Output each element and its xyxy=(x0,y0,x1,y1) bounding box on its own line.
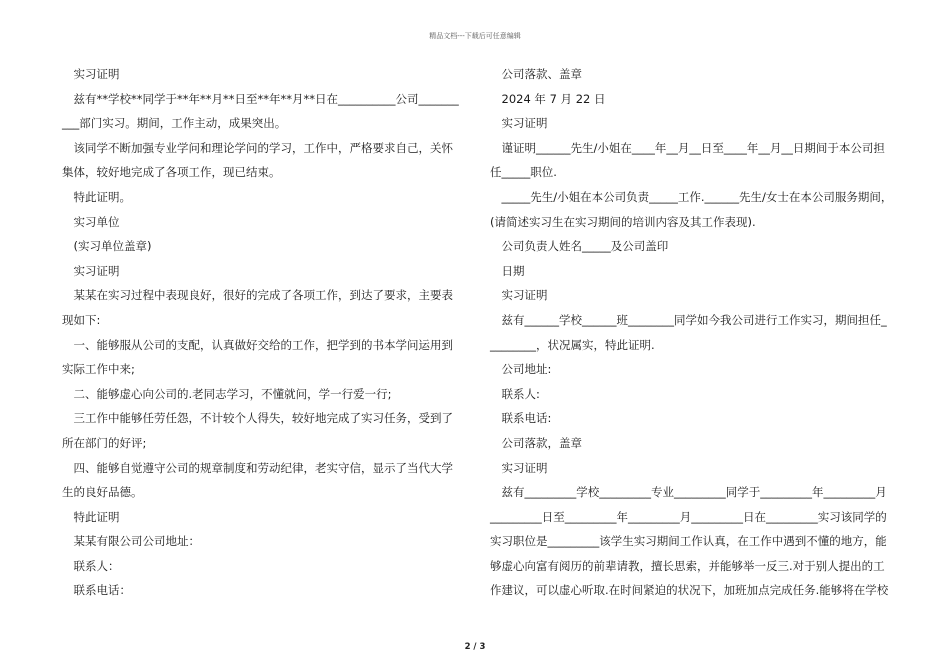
text-line: 公司地址: xyxy=(490,362,552,377)
page-header: 精品文档---下载后可任意编辑 xyxy=(429,32,521,40)
text-line: 联系人: xyxy=(490,386,540,401)
text-line: 兹有**学校**同学于**年**月**日至**年**月**日在__________公司_______ xyxy=(62,91,459,106)
text-line: (实习单位盖章) xyxy=(62,239,152,254)
text-line: 实习证明 xyxy=(490,460,548,475)
text-line: 实习单位 xyxy=(62,214,120,229)
text-line: 特此证明。 xyxy=(62,189,131,204)
text-line: 实习证明 xyxy=(62,263,120,278)
text-line: 够虚心向富有阅历的前辈请教，擅长思索，并能够举一反三.对于别人提出的工 xyxy=(490,558,885,573)
text-line: 某某有限公司公司地址： xyxy=(62,534,200,549)
text-line: 联系电话: xyxy=(490,411,552,426)
text-line: 某某在实习过程中表现良好，很好的完成了各项工作，到达了要求，主要表 xyxy=(62,288,453,303)
text-line: 二、能够虚心向公司的.老同志学习，不懂就问，学一行爱一行; xyxy=(62,386,392,401)
text-line: 作建议，可以虚心听取.在时间紧迫的状况下，加班加点完成任务.能够将在学校 xyxy=(490,583,889,598)
text-line: 所在部门的好评; xyxy=(62,435,147,450)
text-line: 特此证明 xyxy=(62,509,120,524)
text-line: _____先生/小姐在本公司负责_____工作.______先生/女士在本公司服务期间， xyxy=(490,189,893,204)
text-line: _________日至_________年_________月_________日在_________实习该同学的 xyxy=(490,509,887,524)
text-line: ___部门实习。期间，工作主动，成果突出。 xyxy=(62,116,287,131)
text-line: 公司落款、盖章 xyxy=(490,67,582,81)
text-line: 实习证明 xyxy=(62,67,120,81)
text-line: 实际工作中来; xyxy=(62,362,135,377)
text-line: 公司负责人姓名_____及公司盖印 xyxy=(490,239,669,254)
text-line: 兹有______学校______班________同学如今我公司进行工作实习，期间担任_ xyxy=(490,312,887,327)
text-line: 兹有_________学校_________专业_________同学于_________年_________月 xyxy=(490,485,887,500)
text-line: 实习证明 xyxy=(490,288,548,303)
text-line: 谨证明______先生/小姐在____年__月__日至____年__月__日期间于本公司担 xyxy=(490,140,885,155)
text-line: 生的良好品德。 xyxy=(62,485,143,500)
text-line: 任_____职位. xyxy=(490,165,557,180)
text-line: 现如下: xyxy=(62,312,101,327)
text-line: 实习职位是_________该学生实习期间工作认真，在工作中遇到不懂的地方，能 xyxy=(490,534,887,549)
text-line: 联系人： xyxy=(62,558,120,573)
text-line: 日期 xyxy=(490,263,525,278)
text-line: ________，状况属实，特此证明. xyxy=(490,337,655,352)
text-line: 该同学不断加强专业学问和理论学问的学习，工作中，严格要求自己，关怀 xyxy=(62,140,453,155)
left-column xyxy=(62,62,462,603)
text-line: 四、能够自觉遵守公司的规章制度和劳动纪律，老实守信，显示了当代大学 xyxy=(62,460,453,475)
text-line: 联系电话： xyxy=(62,583,131,598)
page-number: 2 / 3 xyxy=(464,642,486,652)
text-line: 实习证明 xyxy=(490,116,548,131)
text-line: 三工作中能够任劳任怨，不计较个人得失，较好地完成了实习任务，受到了 xyxy=(62,411,453,426)
text-line: 集体，较好地完成了各项工作，现已结束。 xyxy=(62,165,281,180)
text-line: 一、能够服从公司的支配，认真做好交给的工作，把学到的书本学问运用到 xyxy=(62,337,453,352)
text-line: (请简述实习生在实习期间的培训内容及其工作表现). xyxy=(490,214,756,229)
right-column xyxy=(490,62,893,603)
text-line: 2024 年 7 月 22 日 xyxy=(490,91,606,106)
text-line: 公司落款，盖章 xyxy=(490,435,582,450)
